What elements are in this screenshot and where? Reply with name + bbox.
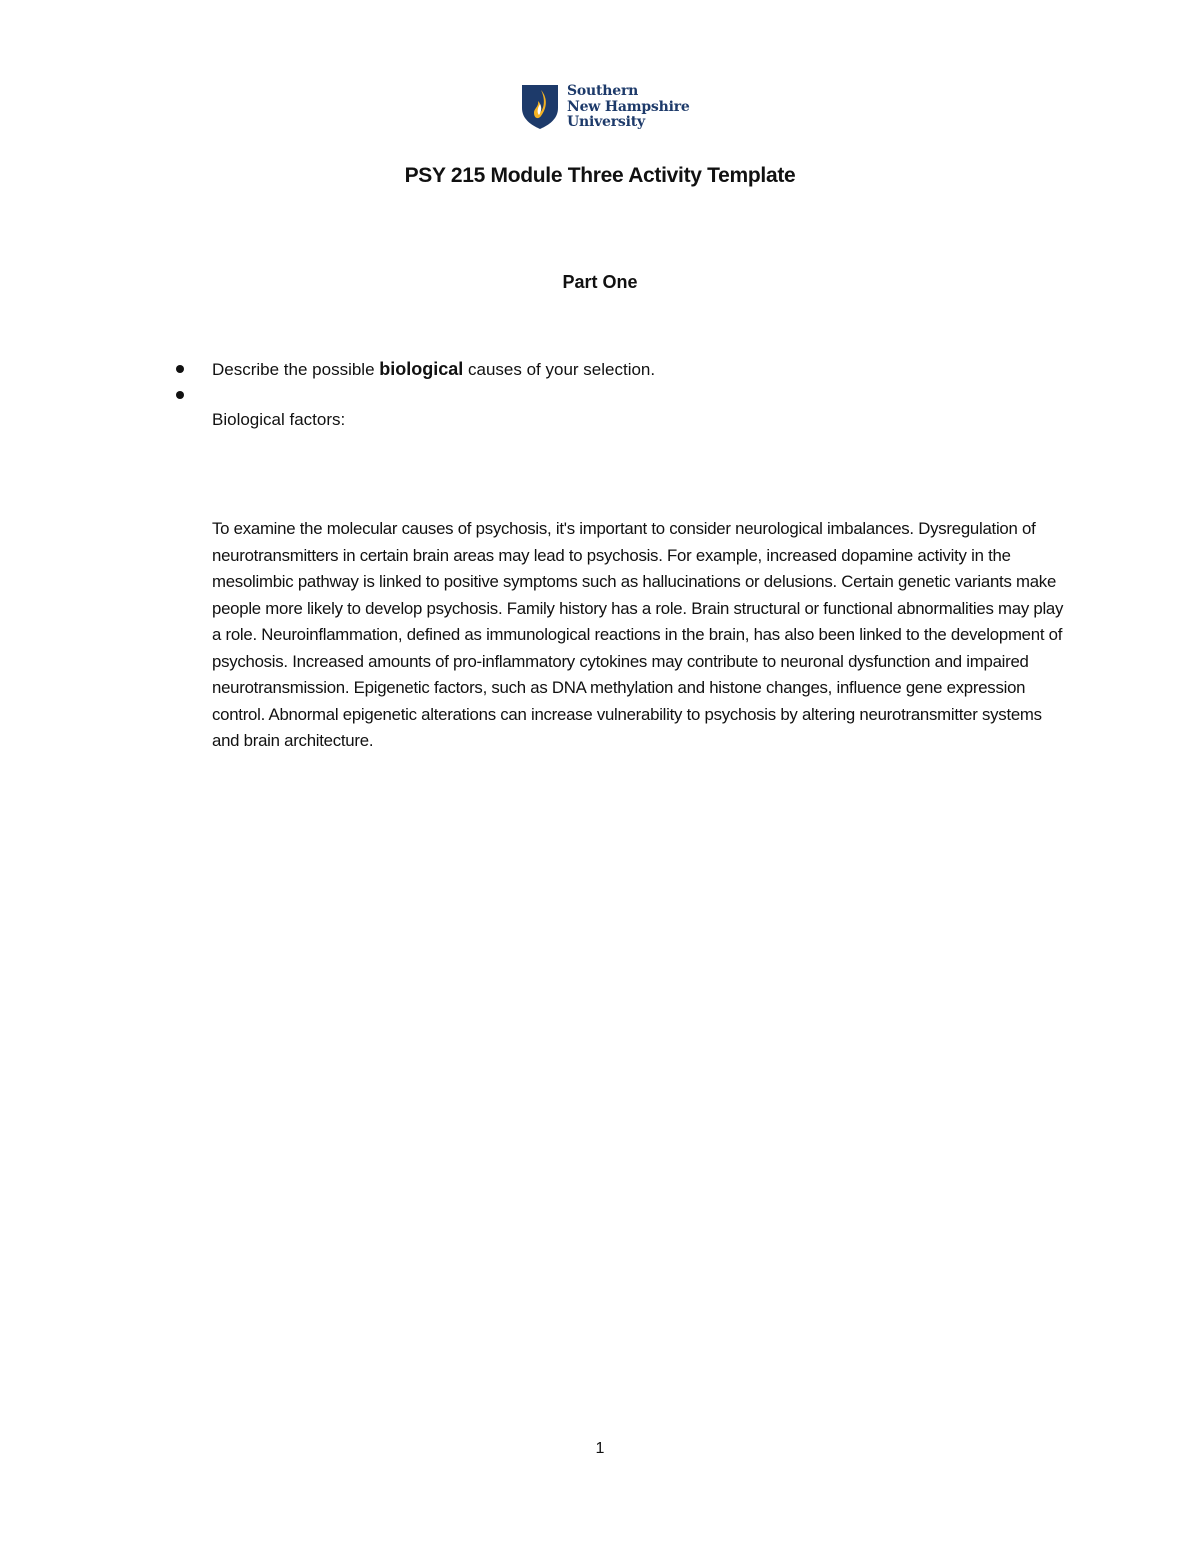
bullet-list [0,358,1200,410]
bullet-item [0,358,1200,384]
page-number: 1 [595,1440,605,1457]
part-heading: Part One [562,272,638,292]
logo-line-new-hampshire: New Hampshire [567,98,690,115]
bullet-prefix: Describe the possible [212,360,380,379]
bullet-text [212,358,655,381]
flame-shield-icon [521,84,559,130]
bullet-dot-icon [176,391,184,399]
bullet-dot-icon [176,365,184,373]
answer-paragraph: To examine the molecular causes of psychosis, it's important to consider neurological imbalances. Dysregulation of neurotransmitters in certain brain areas may lead to psychosis. For example, increased dopamine activity in the mesolimbic pathway is linked to positive symptoms such as hallucinations or delusions. Certain genetic variants make people more likely to develop psychosis. Family history has a role. Brain structural or functional abnormalities may play a role. Neuroinflammation, defined as immunological reactions in the brain, has also been linked to the development of psychosis. Increased amounts of pro-inflammatory cytokines may contribute to neuronal dysfunction and impaired neurotransmission. Epigenetic factors, such as DNA methylation and histone changes, influence gene expression control. Abnormal epigenetic alterations can increase vulnerability to psychosis by altering neurotransmitter systems and brain architecture. [212,519,1064,750]
document-title: PSY 215 Module Three Activity Template [404,164,796,187]
logo-wordmark [567,84,690,131]
logo-line-university: University [567,114,645,130]
biological-factors-label: Biological factors: [212,410,346,429]
bullet-bold-word: biological [379,359,464,379]
bullet-suffix: causes of your selection. [463,360,656,379]
logo-line-southern: Southern [567,83,639,99]
bullet-item-empty [0,384,1200,410]
university-logo [521,84,701,134]
